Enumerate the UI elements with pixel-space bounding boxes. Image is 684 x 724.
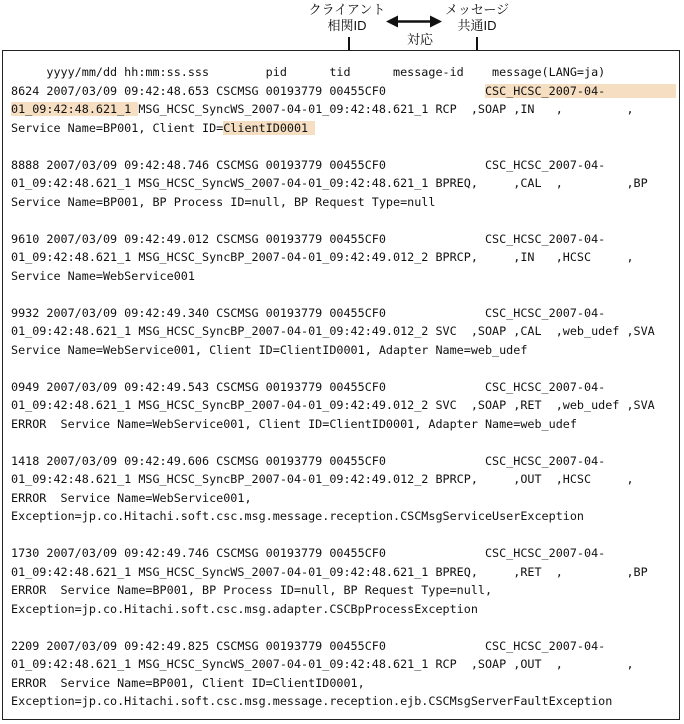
log-text: 0949 2007/03/09 09:42:49.543 CSCMSG 00193779 00455CF0 CSC_HCSC_2007-04- (11, 379, 606, 394)
log-text: 01_09:42:48.621_1 MSG_HCSC_SyncWS_2007-04-01_09:42:48.621_1 RCP ,SOAP ,OUT , , (11, 657, 634, 671)
log-line (11, 82, 676, 101)
log-line (11, 563, 676, 582)
log-text (11, 620, 18, 634)
log-text: ERROR Service Name=BP001, BP Process ID=null, BP Request Type=null, (11, 583, 493, 597)
log-line (11, 470, 676, 489)
log-line (11, 452, 676, 471)
log-text: ERROR Service Name=BP001, Client ID=ClientID0001, (11, 675, 365, 690)
log-text: 01_09:42:48.621_1 MSG_HCSC_SyncBP_2007-04-01_09:42:49.012_2 BPRCP, ,OUT ,HCSC , (11, 472, 634, 486)
log-text (11, 361, 18, 375)
log-text (11, 287, 18, 301)
log-line (11, 415, 676, 434)
log-line (11, 526, 676, 545)
log-line (11, 285, 676, 304)
log-text: Service Name=BP001, Client ID= (11, 120, 224, 135)
log-line (11, 193, 676, 212)
log-text: 01_09:42:48.621_1 MSG_HCSC_SyncWS_2007-04-01_09:42:48.621_1 BPREQ, ,CAL , ,BP (11, 176, 648, 190)
client-correlation-id-label-line1: クライアント (308, 2, 386, 17)
log-text: 01_09:42:48.621_1 MSG_HCSC_SyncWS_2007-04-01_09:42:48.621_1 BPREQ, ,RET , ,BP (11, 564, 648, 579)
log-text: Service Name=WebService001 (11, 268, 195, 283)
log-line (11, 396, 676, 415)
log-text: ERROR Service Name=WebService001, Client ID=ClientID0001, Adapter Name=web_udef (11, 416, 577, 431)
log-text (11, 139, 18, 153)
log-line (11, 674, 676, 693)
log-text: 01_09:42:48.621_1 MSG_HCSC_SyncBP_2007-04-01_09:42:49.012_2 BPRCP, ,IN ,HCSC , (11, 250, 634, 264)
log-text: 9610 2007/03/09 09:42:49.012 CSCMSG 00193779 00455CF0 CSC_HCSC_2007-04- (11, 231, 606, 246)
log-text: 8624 2007/03/09 09:42:48.653 CSCMSG 00193779 00455CF0 (11, 83, 485, 98)
log-line (11, 433, 676, 452)
log-line (11, 174, 676, 193)
log-text: 1730 2007/03/09 09:42:49.746 CSCMSG 00193779 00455CF0 CSC_HCSC_2007-04- (11, 546, 606, 560)
log-text: yyyy/mm/dd hh:mm:ss.sss pid tid message-id message(LANG=ja) (11, 65, 606, 79)
log-line (11, 544, 676, 563)
log-text: Exception=jp.co.Hitachi.soft.csc.msg.message.reception.CSCMsgServiceUserException (11, 509, 585, 523)
log-text: Service Name=BP001, BP Process ID=null, BP Request Type=null (11, 194, 436, 209)
log-text (11, 213, 18, 227)
log-line (11, 156, 676, 175)
log-box (2, 50, 680, 720)
log-line (11, 507, 676, 526)
log-text: Exception=jp.co.Hitachi.soft.csc.msg.adapter.CSCBpProcessException (11, 601, 478, 616)
highlight: ClientID0001 (223, 120, 316, 135)
log-line (11, 63, 676, 82)
log-text: 9932 2007/03/09 09:42:49.340 CSCMSG 00193779 00455CF0 CSC_HCSC_2007-04- (11, 305, 606, 320)
double-arrow-icon (386, 14, 442, 29)
log-line (11, 618, 676, 637)
log-line (11, 248, 676, 267)
log-line (11, 119, 676, 138)
message-common-id-label-line2: 共通ID (457, 18, 497, 33)
log-text: ERROR Service Name=WebService001, (11, 490, 252, 505)
log-text: Service Name=WebService001, Client ID=ClientID0001, Adapter Name=web_udef (11, 342, 528, 357)
log-text: MSG_HCSC_SyncWS_2007-04-01_09:42:48.621_1 RCP ,SOAP ,IN , , (138, 102, 634, 116)
client-correlation-id-label-line2: 相関ID (327, 18, 367, 33)
log-line (11, 100, 676, 119)
log-text: 01_09:42:48.621_1 MSG_HCSC_SyncBP_2007-04-01_09:42:49.012_2 SVC ,SOAP ,RET ,web_udef ,SVA (11, 398, 655, 412)
log-line (11, 341, 676, 360)
log-line (11, 692, 676, 711)
log-text: 1418 2007/03/09 09:42:49.606 CSCMSG 00193779 00455CF0 CSC_HCSC_2007-04- (11, 453, 606, 468)
log-line (11, 137, 676, 156)
log-line (11, 581, 676, 600)
log-line (11, 230, 676, 249)
log-line (11, 637, 676, 656)
log-line (11, 359, 676, 378)
log-line (11, 322, 676, 341)
log-line (11, 211, 676, 230)
log-line (11, 655, 676, 674)
message-common-id-label-line1: メッセージ (444, 2, 510, 17)
log-text: 8888 2007/03/09 09:42:48.746 CSCMSG 00193779 00455CF0 CSC_HCSC_2007-04- (11, 157, 606, 172)
log-text: 2209 2007/03/09 09:42:49.825 CSCMSG 00193779 00455CF0 CSC_HCSC_2007-04- (11, 638, 606, 653)
log-text: Exception=jp.co.Hitachi.soft.csc.msg.message.reception.ejb.CSCMsgServerFaultException (11, 694, 613, 708)
correspondence-label: 対応 (406, 32, 433, 47)
log-line (11, 378, 676, 397)
log-line (11, 489, 676, 508)
log-content (11, 63, 676, 711)
log-line (11, 267, 676, 286)
log-text (11, 435, 18, 449)
log-line (11, 600, 676, 619)
log-text (11, 528, 18, 542)
log-line (11, 304, 676, 323)
highlight: CSC_HCSC_2007-04- (484, 83, 676, 98)
log-text: 01_09:42:48.621_1 MSG_HCSC_SyncBP_2007-04-01_09:42:49.012_2 SVC ,SOAP ,CAL ,web_udef ,SVA (11, 324, 655, 338)
highlight: 01_09:42:48.621_1 (11, 102, 139, 116)
